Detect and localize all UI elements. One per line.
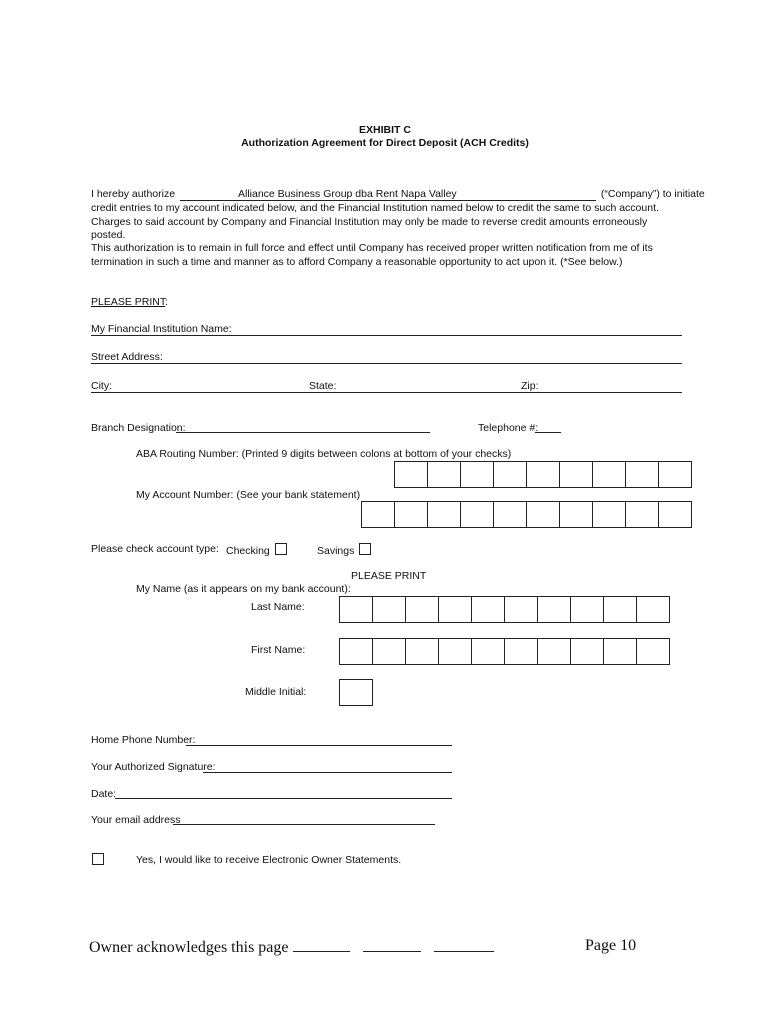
routing-label: ABA Routing Number: (Printed 9 digits between colons at bottom of your checks) [136, 448, 512, 460]
branch-label: Branch Designation: [91, 422, 186, 434]
company-name: Alliance Business Group dba Rent Napa Valley [237, 188, 457, 200]
please-print-name-heading: PLEASE PRINT [351, 570, 427, 582]
digit-box[interactable] [592, 461, 626, 488]
digit-box[interactable] [394, 461, 428, 488]
digit-box[interactable] [625, 501, 659, 528]
middle-initial-box[interactable] [340, 679, 373, 706]
digit-box[interactable] [658, 501, 692, 528]
electronic-statements-checkbox[interactable] [92, 853, 104, 865]
account-label: My Account Number: (See your bank statement) [136, 489, 361, 501]
acknowledge-text: Owner acknowledges this page [89, 939, 289, 956]
city-label: City: [91, 380, 112, 392]
electronic-statements-label: Yes, I would like to receive Electronic Owner Statements. [136, 854, 402, 866]
letter-box[interactable] [570, 638, 604, 665]
digit-box[interactable] [625, 461, 659, 488]
digit-box[interactable] [361, 501, 395, 528]
letter-box[interactable] [537, 638, 571, 665]
state-label: State: [309, 380, 337, 392]
checking-option[interactable] [226, 543, 287, 557]
date-field[interactable] [115, 798, 452, 799]
letter-box[interactable] [603, 596, 637, 623]
home-phone-label: Home Phone Number: [91, 734, 196, 746]
street-label: Street Address: [91, 351, 163, 363]
digit-box[interactable] [394, 501, 428, 528]
letter-box[interactable] [339, 638, 373, 665]
institution-label: My Financial Institution Name: [91, 323, 232, 335]
letter-box[interactable] [438, 638, 472, 665]
street-field[interactable] [91, 363, 682, 364]
digit-box[interactable] [559, 461, 593, 488]
date-label: Date: [91, 788, 117, 800]
branch-field[interactable] [176, 432, 430, 433]
home-phone-field[interactable] [186, 745, 452, 746]
telephone-field[interactable] [535, 432, 561, 433]
authorization-line [91, 188, 705, 201]
digit-box[interactable] [493, 501, 527, 528]
company-name-field[interactable] [180, 188, 596, 201]
digit-box[interactable] [460, 501, 494, 528]
digit-box[interactable] [658, 461, 692, 488]
letter-box[interactable] [636, 638, 670, 665]
last-name-boxes[interactable] [340, 596, 670, 623]
letter-box[interactable] [372, 638, 406, 665]
digit-box[interactable] [526, 461, 560, 488]
letter-box[interactable] [339, 596, 373, 623]
letter-box[interactable] [570, 596, 604, 623]
digit-box[interactable] [493, 461, 527, 488]
checking-checkbox[interactable] [275, 543, 287, 555]
telephone-label: Telephone #: [478, 422, 539, 434]
letter-box[interactable] [405, 596, 439, 623]
letter-box[interactable] [438, 596, 472, 623]
digit-box[interactable] [526, 501, 560, 528]
email-field[interactable] [173, 824, 435, 825]
letter-box[interactable] [339, 679, 373, 706]
page-number: Page 10 [585, 937, 637, 954]
letter-box[interactable] [372, 596, 406, 623]
middle-initial-label: Middle Initial: [245, 686, 307, 698]
document-title: Authorization Agreement for Direct Deposit (ACH Credits) [241, 137, 529, 149]
name-label: My Name (as it appears on my bank account): [136, 583, 351, 595]
authorize-prefix: I hereby authorize [91, 188, 176, 200]
account-type-label: Please check account type: [91, 543, 219, 555]
signature-label: Your Authorized Signature: [91, 761, 216, 773]
authorization-continuation: credit entries to my account indicated below, and the Financial Institution named below to credit the same to such account. Charges to said account by Company and Financial Institution may only be made to reverse credit amounts erroneously posted. [91, 202, 659, 241]
checking-label: Checking [226, 545, 270, 557]
digit-box[interactable] [559, 501, 593, 528]
letter-box[interactable] [537, 596, 571, 623]
letter-box[interactable] [636, 596, 670, 623]
authorize-suffix: (“Company”) to initiate [600, 188, 705, 200]
exhibit-heading: EXHIBIT C [359, 124, 411, 136]
routing-number-boxes[interactable] [395, 461, 692, 488]
signature-field[interactable] [203, 772, 452, 773]
letter-box[interactable] [504, 596, 538, 623]
please-print-heading [91, 296, 168, 308]
letter-box[interactable] [405, 638, 439, 665]
please-print-colon: : [165, 296, 169, 308]
letter-box[interactable] [471, 596, 505, 623]
initials-field-2[interactable] [363, 937, 421, 952]
please-print-label: PLEASE PRINT [91, 296, 166, 308]
letter-box[interactable] [603, 638, 637, 665]
digit-box[interactable] [460, 461, 494, 488]
first-name-label: First Name: [251, 644, 306, 656]
letter-box[interactable] [471, 638, 505, 665]
savings-option[interactable] [317, 543, 371, 557]
last-name-label: Last Name: [251, 601, 305, 613]
account-number-boxes[interactable] [362, 501, 692, 528]
owner-acknowledgement [89, 937, 494, 957]
initials-field-3[interactable] [434, 937, 494, 952]
city-state-zip-field[interactable] [91, 392, 682, 393]
authorization-term-paragraph: This authorization is to remain in full force and effect until Company has received proper written notification from me of its termination in such a time and manner as to afford Company a reasonable opportunity to act upon it. (*See below.) [91, 242, 653, 268]
digit-box[interactable] [427, 501, 461, 528]
institution-field[interactable] [91, 335, 682, 336]
digit-box[interactable] [592, 501, 626, 528]
savings-checkbox[interactable] [359, 543, 371, 555]
digit-box[interactable] [427, 461, 461, 488]
email-label: Your email address [91, 814, 181, 826]
letter-box[interactable] [504, 638, 538, 665]
first-name-boxes[interactable] [340, 638, 670, 665]
zip-label: Zip: [521, 380, 539, 392]
savings-label: Savings [317, 545, 355, 557]
initials-field-1[interactable] [293, 937, 350, 952]
